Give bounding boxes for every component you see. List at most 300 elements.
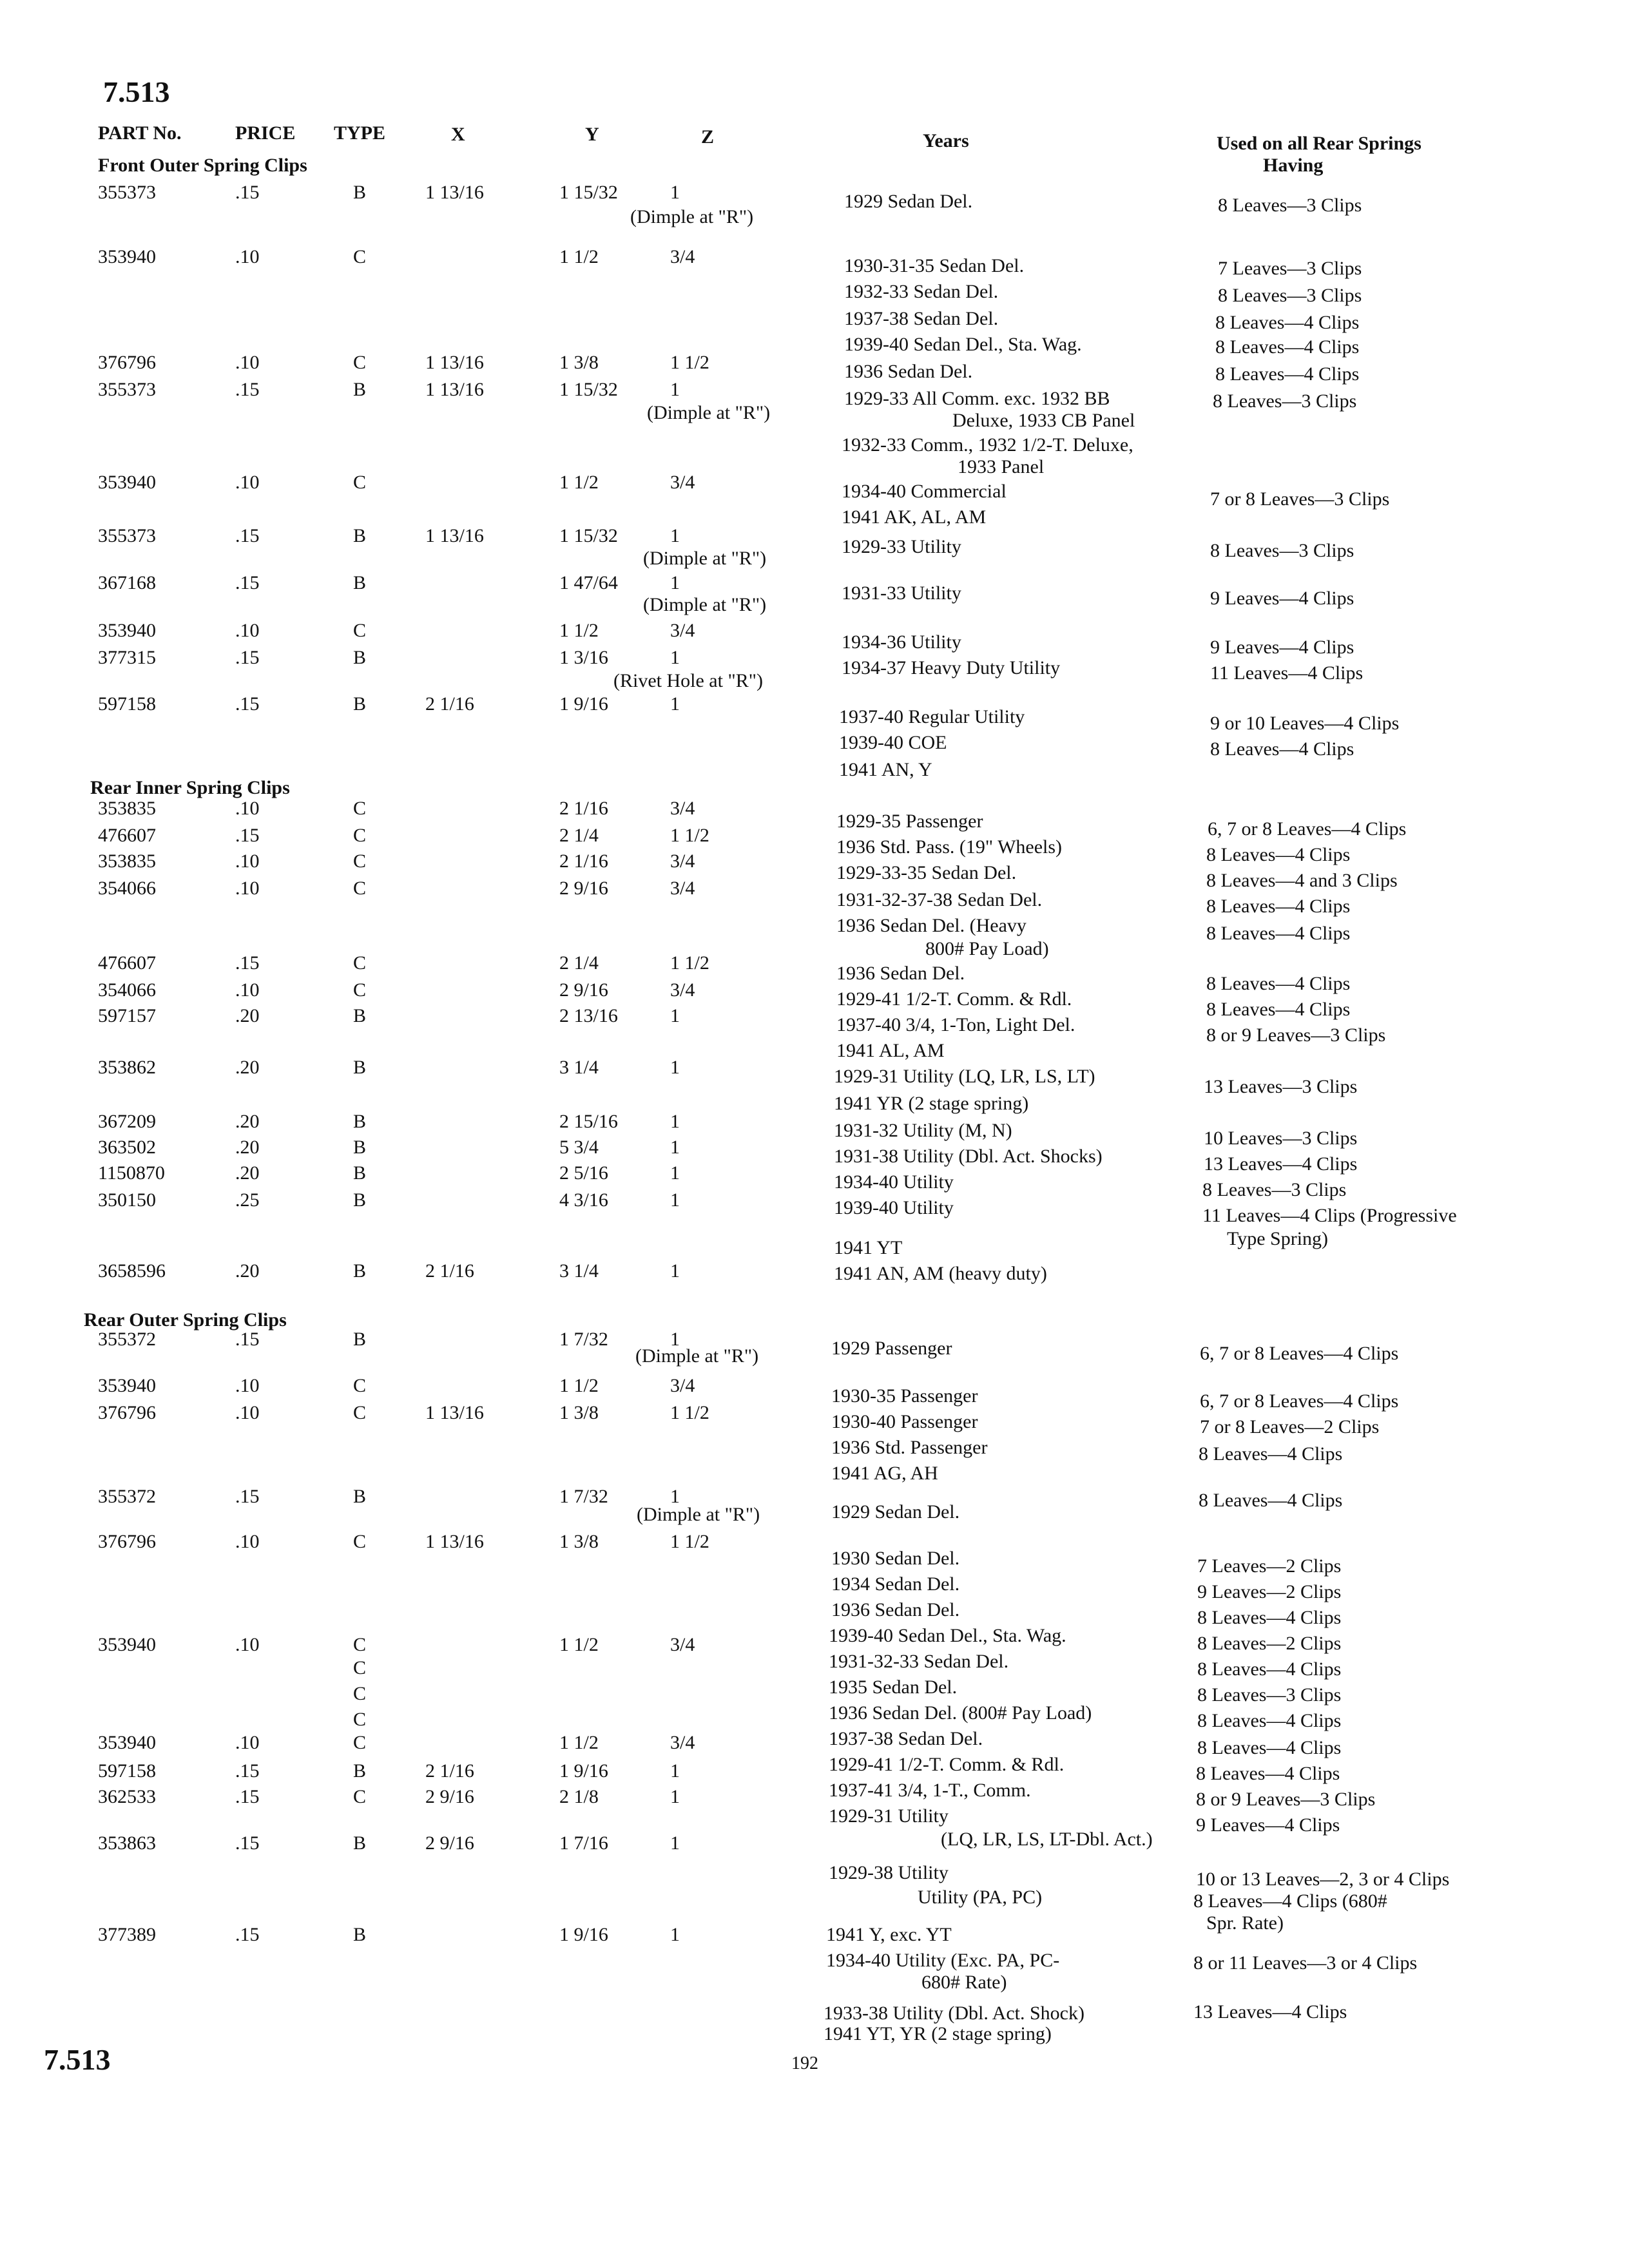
years-entry: 1931-33 Utility <box>842 582 961 604</box>
leaves-entry: 7 or 8 Leaves—2 Clips <box>1200 1416 1380 1437</box>
years-entry: 800# Pay Load) <box>925 938 1049 959</box>
z-note: (Dimple at "R") <box>637 1504 760 1525</box>
leaves-entry: 9 or 10 Leaves—4 Clips <box>1210 713 1400 734</box>
table-row-z: 1 <box>670 1162 680 1184</box>
leaves-entry: 8 Leaves—3 Clips <box>1210 540 1354 561</box>
table-row-y: 3 1/4 <box>559 1057 599 1078</box>
table-row-price: .25 <box>235 1189 260 1211</box>
years-entry: 1931-32-37-38 Sedan Del. <box>836 889 1043 910</box>
table-row-price: .15 <box>235 182 260 203</box>
leaves-entry: 8 Leaves—4 Clips <box>1199 1490 1343 1511</box>
table-row-x: 1 13/16 <box>425 379 484 400</box>
table-row-part: 362533 <box>98 1786 156 1807</box>
leaves-entry: 6, 7 or 8 Leaves—4 Clips <box>1200 1343 1399 1364</box>
table-row-y: 1 7/32 <box>559 1486 608 1507</box>
table-row-type: C <box>353 1634 367 1655</box>
table-row-price: .10 <box>235 850 260 872</box>
table-row-z: 1 <box>670 572 680 593</box>
table-row-price: .20 <box>235 1057 260 1078</box>
table-row-part: 3658596 <box>98 1260 166 1282</box>
table-row-y: 4 3/16 <box>559 1189 608 1211</box>
table-row-price: .15 <box>235 693 260 715</box>
leaves-entry: Type Spring) <box>1227 1228 1329 1249</box>
years-entry: 1933-38 Utility (Dbl. Act. Shock) <box>824 2003 1084 2024</box>
leaves-entry: 8 Leaves—3 Clips <box>1202 1179 1347 1200</box>
leaves-entry: 13 Leaves—4 Clips <box>1193 2001 1347 2023</box>
leaves-entry: 8 Leaves—4 Clips <box>1197 1658 1342 1680</box>
years-entry: 1941 AL, AM <box>836 1040 945 1061</box>
years-entry: 1941 YT, YR (2 stage spring) <box>824 2023 1052 2044</box>
table-row-y: 2 9/16 <box>559 979 608 1001</box>
table-row-type: B <box>353 1137 367 1158</box>
table-row-type: C <box>353 798 367 819</box>
table-row-y: 2 13/16 <box>559 1005 618 1026</box>
table-row-x: 1 13/16 <box>425 1531 484 1552</box>
years-entry: 1936 Std. Passenger <box>831 1437 988 1458</box>
table-row-price: .20 <box>235 1260 260 1282</box>
table-row-type: C <box>353 1683 367 1704</box>
table-row-y: 1 9/16 <box>559 693 608 715</box>
table-row-price: .15 <box>235 647 260 668</box>
table-row-price: .15 <box>235 825 260 846</box>
table-row-part: 353863 <box>98 1832 156 1854</box>
header-type: TYPE <box>334 122 386 144</box>
leaves-entry: 8 Leaves—4 Clips <box>1206 896 1351 917</box>
table-row-y: 2 1/4 <box>559 825 599 846</box>
years-entry: 1930-31-35 Sedan Del. <box>844 255 1025 276</box>
header-years: Years <box>923 130 969 151</box>
table-row-type: C <box>353 952 367 974</box>
years-entry: 1929 Sedan Del. <box>831 1501 960 1523</box>
table-row-type: B <box>353 1260 367 1282</box>
table-row-type: B <box>353 1162 367 1184</box>
table-row-y: 1 9/16 <box>559 1760 608 1782</box>
table-row-y: 1 7/16 <box>559 1832 608 1854</box>
table-row-price: .15 <box>235 1832 260 1854</box>
table-row-type: C <box>353 1402 367 1423</box>
header-part-no: PART No. <box>98 122 182 144</box>
leaves-entry: 8 Leaves—4 Clips <box>1199 1443 1343 1465</box>
table-row-part: 476607 <box>98 952 156 974</box>
table-row-y: 2 5/16 <box>559 1162 608 1184</box>
table-row-part: 363502 <box>98 1137 156 1158</box>
table-row-price: .15 <box>235 1329 260 1350</box>
table-row-part: 476607 <box>98 825 156 846</box>
years-entry: 1934-40 Commercial <box>842 481 1007 502</box>
years-entry: 1929-41 1/2-T. Comm. & Rdl. <box>829 1754 1065 1775</box>
table-row-type: C <box>353 472 367 493</box>
years-entry: 1932-33 Sedan Del. <box>844 281 999 302</box>
table-row-type: B <box>353 182 367 203</box>
years-entry: 1935 Sedan Del. <box>829 1677 958 1698</box>
table-row-y: 2 9/16 <box>559 878 608 899</box>
table-row-type: C <box>353 620 367 641</box>
years-entry: 1941 AG, AH <box>831 1463 938 1484</box>
table-row-z: 1 <box>670 1111 680 1132</box>
table-row-y: 1 9/16 <box>559 1924 608 1945</box>
table-row-price: .20 <box>235 1162 260 1184</box>
leaves-entry: 10 or 13 Leaves—2, 3 or 4 Clips <box>1196 1869 1450 1890</box>
table-row-z: 1 <box>670 1329 680 1350</box>
leaves-entry: 8 Leaves—4 Clips <box>1210 738 1354 760</box>
header-used-on: Used on all Rear Springs <box>1217 133 1422 154</box>
table-row-part: 376796 <box>98 1402 156 1423</box>
years-entry: 1931-38 Utility (Dbl. Act. Shocks) <box>834 1146 1103 1167</box>
leaves-entry: 8 Leaves—4 Clips (680# <box>1193 1890 1387 1912</box>
table-row-type: C <box>353 850 367 872</box>
table-row-y: 1 1/2 <box>559 1732 599 1753</box>
table-row-part: 355373 <box>98 182 156 203</box>
table-row-price: .10 <box>235 352 260 373</box>
table-row-part: 353862 <box>98 1057 156 1078</box>
table-row-part: 376796 <box>98 1531 156 1552</box>
table-row-z: 3/4 <box>670 620 695 641</box>
table-row-type: C <box>353 1732 367 1753</box>
table-row-y: 3 1/4 <box>559 1260 599 1282</box>
years-entry: Deluxe, 1933 CB Panel <box>952 410 1135 431</box>
table-row-x: 2 9/16 <box>425 1786 474 1807</box>
leaves-entry: 6, 7 or 8 Leaves—4 Clips <box>1200 1390 1399 1412</box>
leaves-entry: 9 Leaves—2 Clips <box>1197 1581 1342 1602</box>
table-row-type: B <box>353 1189 367 1211</box>
table-row-y: 1 3/8 <box>559 352 599 373</box>
table-row-part: 377315 <box>98 647 156 668</box>
header-z: Z <box>701 126 715 148</box>
table-row-part: 353940 <box>98 246 156 267</box>
table-row-z: 3/4 <box>670 850 695 872</box>
table-row-z: 1 <box>670 1924 680 1945</box>
years-entry: Utility (PA, PC) <box>918 1887 1043 1908</box>
leaves-entry: 7 Leaves—2 Clips <box>1197 1555 1342 1577</box>
table-row-part: 350150 <box>98 1189 156 1211</box>
table-row-type: B <box>353 1329 367 1350</box>
table-row-price: .10 <box>235 1634 260 1655</box>
table-row-z: 1 <box>670 1486 680 1507</box>
table-row-part: 354066 <box>98 979 156 1001</box>
table-row-z: 1 <box>670 1832 680 1854</box>
table-row-type: B <box>353 572 367 593</box>
table-row-z: 3/4 <box>670 878 695 899</box>
leaves-entry: 7 or 8 Leaves—3 Clips <box>1210 488 1390 510</box>
table-row-price: .15 <box>235 572 260 593</box>
years-entry: 1937-38 Sedan Del. <box>829 1728 983 1749</box>
table-row-type: C <box>353 1786 367 1807</box>
leaves-entry: 9 Leaves—4 Clips <box>1210 588 1354 609</box>
years-entry: 1929-31 Utility (LQ, LR, LS, LT) <box>834 1066 1095 1087</box>
years-entry: 1939-40 Utility <box>834 1197 954 1218</box>
table-row-z: 1 1/2 <box>670 952 709 974</box>
table-row-part: 353940 <box>98 1375 156 1396</box>
leaves-entry: 8 Leaves—2 Clips <box>1197 1633 1342 1654</box>
table-row-type: B <box>353 1486 367 1507</box>
table-row-type: C <box>353 1657 367 1678</box>
table-row-y: 2 1/8 <box>559 1786 599 1807</box>
years-entry: 680# Rate) <box>921 1972 1007 1993</box>
table-row-type: C <box>353 1375 367 1396</box>
table-row-price: .10 <box>235 1375 260 1396</box>
table-row-price: .15 <box>235 1924 260 1945</box>
table-row-price: .15 <box>235 1786 260 1807</box>
table-row-price: .10 <box>235 620 260 641</box>
years-entry: 1937-40 Regular Utility <box>839 706 1025 727</box>
years-entry: 1929 Sedan Del. <box>844 191 973 212</box>
leaves-entry: 6, 7 or 8 Leaves—4 Clips <box>1208 818 1407 840</box>
table-row-y: 2 15/16 <box>559 1111 618 1132</box>
years-entry: 1932-33 Comm., 1932 1/2-T. Deluxe, <box>842 434 1133 456</box>
table-row-type: B <box>353 379 367 400</box>
table-row-price: .10 <box>235 979 260 1001</box>
table-row-z: 1 <box>670 1005 680 1026</box>
years-entry: 1937-38 Sedan Del. <box>844 308 999 329</box>
table-row-y: 1 3/8 <box>559 1531 599 1552</box>
table-row-part: 353835 <box>98 850 156 872</box>
leaves-entry: 9 Leaves—4 Clips <box>1210 637 1354 658</box>
table-row-y: 1 3/16 <box>559 647 608 668</box>
table-row-price: .10 <box>235 1531 260 1552</box>
leaves-entry: 10 Leaves—3 Clips <box>1204 1128 1358 1149</box>
table-row-z: 1 <box>670 1786 680 1807</box>
header-x: X <box>451 124 465 145</box>
leaves-entry: 9 Leaves—4 Clips <box>1196 1814 1340 1836</box>
table-row-z: 3/4 <box>670 1732 695 1753</box>
years-entry: 1936 Sedan Del. (Heavy <box>836 915 1027 936</box>
z-note: (Dimple at "R") <box>643 548 767 569</box>
table-row-type: B <box>353 693 367 715</box>
table-row-part: 367209 <box>98 1111 156 1132</box>
leaves-entry: 13 Leaves—4 Clips <box>1204 1153 1358 1175</box>
years-entry: 1936 Sedan Del. <box>831 1599 960 1620</box>
table-row-x: 1 13/16 <box>425 352 484 373</box>
table-row-price: .15 <box>235 952 260 974</box>
section-rear-inner: Rear Inner Spring Clips <box>90 777 290 798</box>
z-note: (Dimple at "R") <box>630 206 754 227</box>
table-row-y: 5 3/4 <box>559 1137 599 1158</box>
table-row-price: .10 <box>235 878 260 899</box>
table-row-x: 2 1/16 <box>425 1260 474 1282</box>
table-row-z: 3/4 <box>670 1375 695 1396</box>
years-entry: 1933 Panel <box>958 456 1045 477</box>
leaves-entry: 11 Leaves—4 Clips <box>1210 662 1364 684</box>
table-row-z: 3/4 <box>670 979 695 1001</box>
table-row-z: 3/4 <box>670 246 695 267</box>
years-entry: 1936 Sedan Del. <box>836 963 965 984</box>
table-row-part: 1150870 <box>98 1162 165 1184</box>
table-row-z: 1 <box>670 379 680 400</box>
leaves-entry: 8 Leaves—4 Clips <box>1206 844 1351 865</box>
table-row-price: .15 <box>235 1486 260 1507</box>
years-entry: 1937-41 3/4, 1-T., Comm. <box>829 1780 1031 1801</box>
table-row-part: 353835 <box>98 798 156 819</box>
table-row-part: 353940 <box>98 620 156 641</box>
table-row-type: C <box>353 1709 367 1730</box>
table-row-part: 354066 <box>98 878 156 899</box>
table-row-y: 1 1/2 <box>559 1634 599 1655</box>
table-row-z: 1 <box>670 1189 680 1211</box>
years-entry: 1941 YR (2 stage spring) <box>834 1093 1029 1114</box>
section-rear-outer: Rear Outer Spring Clips <box>84 1309 287 1331</box>
table-row-y: 1 1/2 <box>559 1375 599 1396</box>
years-entry: 1934-40 Utility (Exc. PA, PC- <box>826 1950 1060 1971</box>
table-row-part: 597158 <box>98 693 156 715</box>
table-row-z: 1 <box>670 182 680 203</box>
table-row-z: 1 1/2 <box>670 352 709 373</box>
years-entry: 1941 AN, AM (heavy duty) <box>834 1263 1047 1284</box>
years-entry: 1941 YT <box>834 1237 903 1258</box>
table-row-price: .15 <box>235 1760 260 1782</box>
table-row-part: 353940 <box>98 472 156 493</box>
leaves-entry: 8 or 11 Leaves—3 or 4 Clips <box>1193 1952 1418 1974</box>
table-row-type: B <box>353 1111 367 1132</box>
table-row-type: C <box>353 825 367 846</box>
leaves-entry: 8 Leaves—3 Clips <box>1218 285 1362 306</box>
z-note: (Dimple at "R") <box>635 1345 759 1367</box>
table-row-part: 355373 <box>98 379 156 400</box>
years-entry: 1929-35 Passenger <box>836 811 983 832</box>
leaves-entry: 8 Leaves—4 Clips <box>1197 1607 1342 1628</box>
leaves-entry: 8 Leaves—4 Clips <box>1206 973 1351 994</box>
years-entry: 1936 Sedan Del. (800# Pay Load) <box>829 1702 1092 1724</box>
table-row-x: 2 1/16 <box>425 693 474 715</box>
table-row-price: .15 <box>235 379 260 400</box>
table-row-z: 1 <box>670 1137 680 1158</box>
table-row-y: 1 15/32 <box>559 182 618 203</box>
table-row-part: 355372 <box>98 1486 156 1507</box>
years-entry: 1929-33-35 Sedan Del. <box>836 862 1017 883</box>
leaves-entry: 11 Leaves—4 Clips (Progressive <box>1202 1205 1457 1226</box>
years-entry: 1939-40 Sedan Del., Sta. Wag. <box>829 1625 1066 1646</box>
table-row-part: 353940 <box>98 1732 156 1753</box>
table-row-type: B <box>353 1832 367 1854</box>
table-row-z: 1 <box>670 525 680 546</box>
table-row-part: 367168 <box>98 572 156 593</box>
years-entry: 1931-32 Utility (M, N) <box>834 1120 1012 1141</box>
table-row-price: .20 <box>235 1137 260 1158</box>
table-row-price: .20 <box>235 1111 260 1132</box>
table-row-type: C <box>353 1531 367 1552</box>
leaves-entry: 8 Leaves—3 Clips <box>1218 195 1362 216</box>
table-row-z: 1 <box>670 1260 680 1282</box>
years-entry: 1939-40 Sedan Del., Sta. Wag. <box>844 334 1082 355</box>
table-row-part: 355373 <box>98 525 156 546</box>
years-entry: 1931-32-33 Sedan Del. <box>829 1651 1009 1672</box>
leaves-entry: 8 or 9 Leaves—3 Clips <box>1196 1789 1376 1810</box>
table-row-price: .20 <box>235 1005 260 1026</box>
table-row-x: 2 1/16 <box>425 1760 474 1782</box>
years-entry: 1929-33 Utility <box>842 536 961 557</box>
table-row-y: 1 15/32 <box>559 379 618 400</box>
years-entry: 1941 AN, Y <box>839 759 932 780</box>
years-entry: 1936 Sedan Del. <box>844 361 973 382</box>
table-row-y: 1 3/8 <box>559 1402 599 1423</box>
years-entry: 1929-31 Utility <box>829 1805 949 1827</box>
section-front-outer: Front Outer Spring Clips <box>98 155 307 176</box>
table-row-type: B <box>353 647 367 668</box>
leaves-entry: 8 Leaves—4 and 3 Clips <box>1206 870 1398 891</box>
years-entry: 1929-41 1/2-T. Comm. & Rdl. <box>836 988 1072 1010</box>
table-row-z: 1 1/2 <box>670 1402 709 1423</box>
table-row-x: 1 13/16 <box>425 525 484 546</box>
table-row-type: B <box>353 1005 367 1026</box>
table-row-price: .10 <box>235 1402 260 1423</box>
leaves-entry: 8 Leaves—4 Clips <box>1206 923 1351 944</box>
table-row-type: B <box>353 1924 367 1945</box>
z-note: (Dimple at "R") <box>647 402 771 423</box>
leaves-entry: 8 or 9 Leaves—3 Clips <box>1206 1024 1386 1046</box>
years-entry: 1934-37 Heavy Duty Utility <box>842 657 1061 678</box>
table-row-z: 1 <box>670 1760 680 1782</box>
years-entry: 1934 Sedan Del. <box>831 1573 960 1595</box>
table-row-y: 1 47/64 <box>559 572 618 593</box>
table-row-z: 1 <box>670 693 680 715</box>
years-entry: 1941 Y, exc. YT <box>826 1924 952 1945</box>
table-row-part: 377389 <box>98 1924 156 1945</box>
table-row-y: 1 15/32 <box>559 525 618 546</box>
table-row-part: 355372 <box>98 1329 156 1350</box>
section-number-bottom: 7.513 <box>44 2043 111 2076</box>
years-entry: 1929 Passenger <box>831 1338 952 1359</box>
years-entry: 1929-33 All Comm. exc. 1932 BB <box>844 388 1110 409</box>
table-row-y: 1 1/2 <box>559 620 599 641</box>
years-entry: 1934-36 Utility <box>842 631 961 653</box>
table-row-y: 2 1/4 <box>559 952 599 974</box>
table-row-type: C <box>353 979 367 1001</box>
table-row-z: 1 1/2 <box>670 1531 709 1552</box>
years-entry: 1930-40 Passenger <box>831 1411 978 1432</box>
table-row-price: .10 <box>235 472 260 493</box>
years-entry: 1930-35 Passenger <box>831 1385 978 1407</box>
table-row-x: 1 13/16 <box>425 182 484 203</box>
header-y: Y <box>585 124 599 145</box>
table-row-y: 2 1/16 <box>559 798 608 819</box>
leaves-entry: 8 Leaves—4 Clips <box>1197 1710 1342 1731</box>
table-row-part: 597157 <box>98 1005 156 1026</box>
leaves-entry: 8 Leaves—4 Clips <box>1215 312 1360 333</box>
table-row-part: 376796 <box>98 352 156 373</box>
leaves-entry: 8 Leaves—4 Clips <box>1196 1763 1340 1784</box>
header-having: Having <box>1263 155 1324 176</box>
years-entry: 1929-38 Utility <box>829 1862 949 1883</box>
years-entry: 1939-40 COE <box>839 732 947 753</box>
table-row-z: 3/4 <box>670 798 695 819</box>
table-row-z: 1 <box>670 647 680 668</box>
table-row-part: 353940 <box>98 1634 156 1655</box>
years-entry: 1936 Std. Pass. (19" Wheels) <box>836 836 1063 858</box>
table-row-type: C <box>353 246 367 267</box>
leaves-entry: 8 Leaves—3 Clips <box>1197 1684 1342 1706</box>
years-entry: 1930 Sedan Del. <box>831 1548 960 1569</box>
section-number-top: 7.513 <box>103 75 170 108</box>
table-row-z: 1 1/2 <box>670 825 709 846</box>
table-row-y: 1 1/2 <box>559 472 599 493</box>
leaves-entry: 8 Leaves—4 Clips <box>1206 999 1351 1020</box>
years-entry: 1941 AK, AL, AM <box>842 506 987 528</box>
table-row-x: 1 13/16 <box>425 1402 484 1423</box>
table-row-type: B <box>353 525 367 546</box>
leaves-entry: 8 Leaves—4 Clips <box>1215 336 1360 358</box>
table-row-part: 597158 <box>98 1760 156 1782</box>
table-row-z: 1 <box>670 1057 680 1078</box>
years-entry: 1934-40 Utility <box>834 1171 954 1193</box>
table-row-y: 2 1/16 <box>559 850 608 872</box>
page-number: 192 <box>791 2053 818 2073</box>
table-row-type: C <box>353 878 367 899</box>
header-price: PRICE <box>235 122 296 144</box>
table-row-x: 2 9/16 <box>425 1832 474 1854</box>
leaves-entry: Spr. Rate) <box>1206 1912 1284 1934</box>
table-row-price: .15 <box>235 525 260 546</box>
leaves-entry: 13 Leaves—3 Clips <box>1204 1076 1358 1097</box>
years-entry: 1937-40 3/4, 1-Ton, Light Del. <box>836 1014 1075 1035</box>
